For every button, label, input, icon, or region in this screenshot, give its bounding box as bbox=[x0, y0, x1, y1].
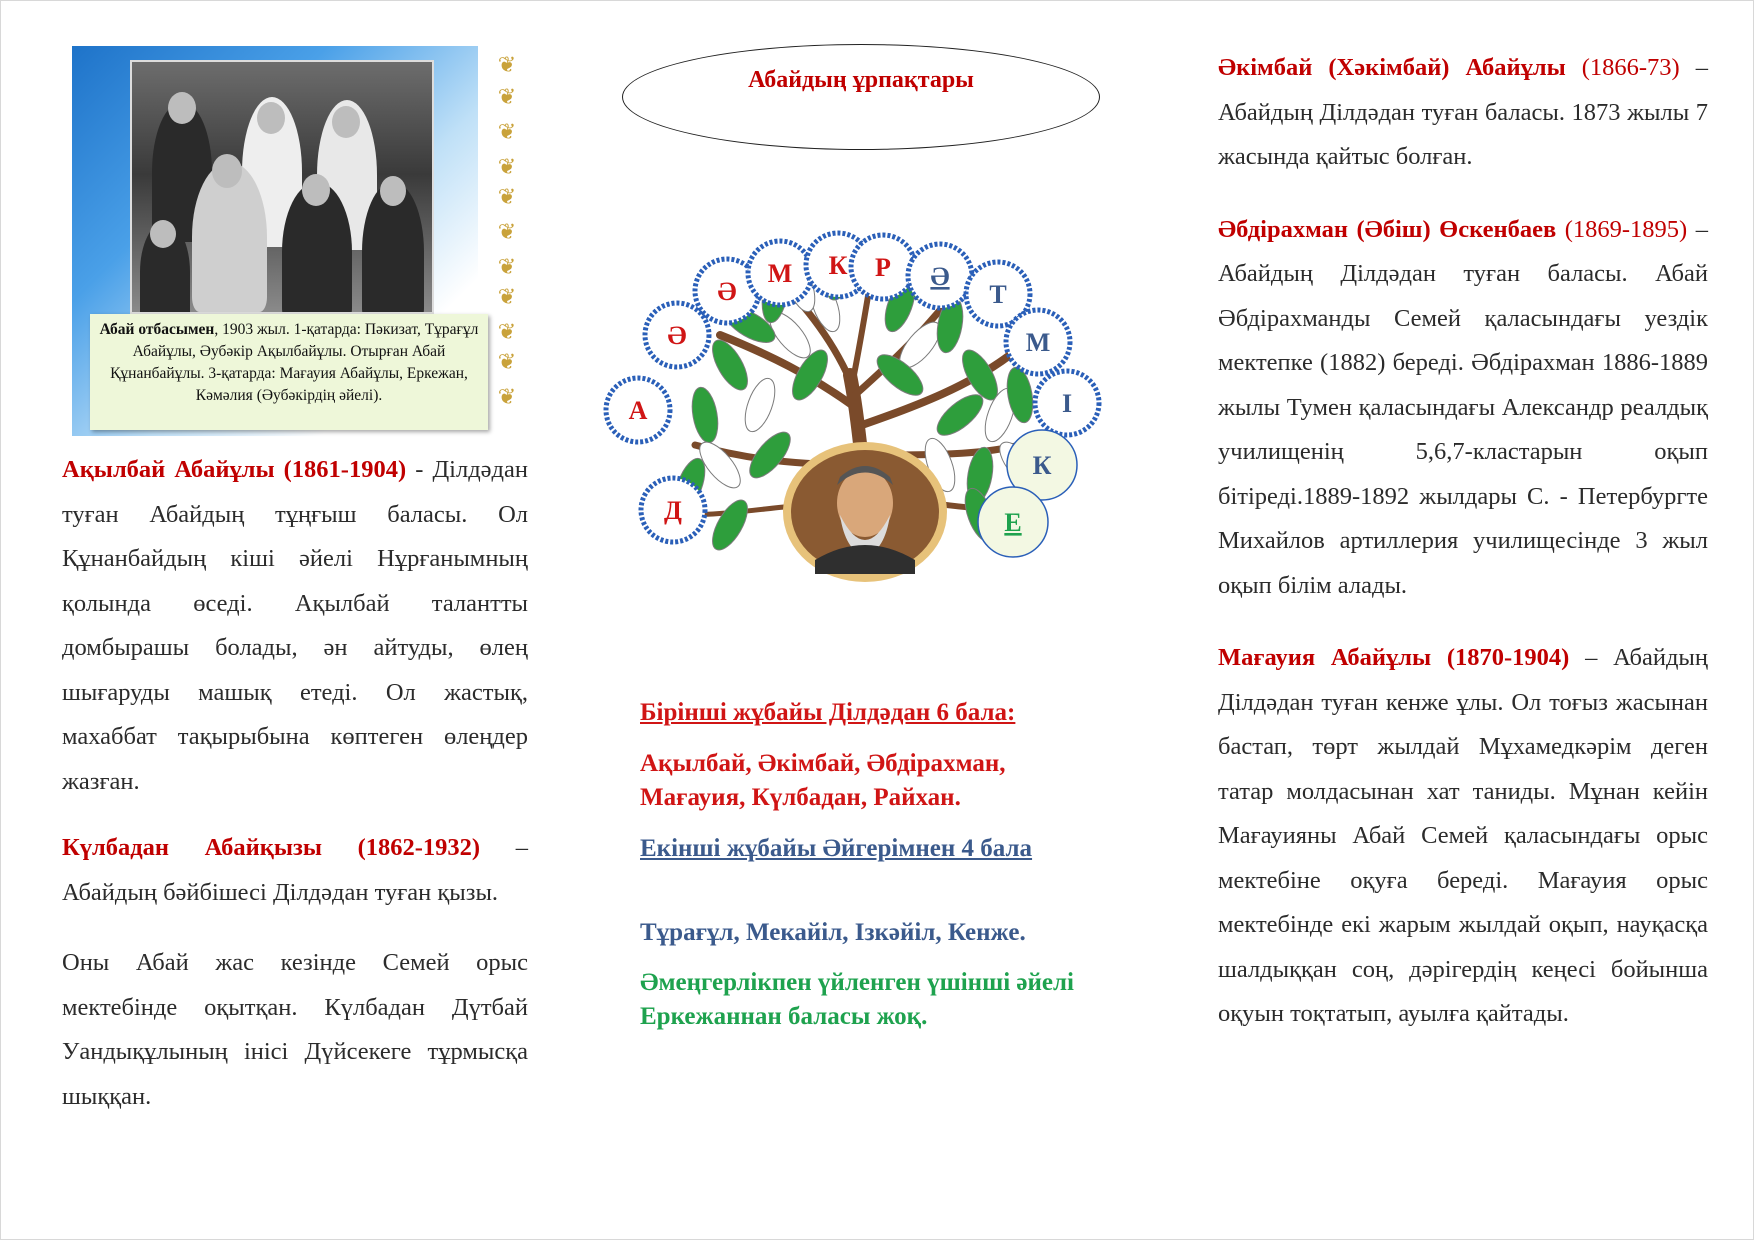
tree-letter-circle bbox=[1006, 310, 1070, 374]
tree-letter: І bbox=[1061, 389, 1073, 418]
ornament-border: ❦ ❦ ❦ ❦ ❦ ❦ ❦ ❦ ❦ ❦ ❦ bbox=[478, 46, 534, 436]
tree-letter: Р bbox=[875, 253, 891, 282]
abdirakhman-years: (1869-1895) bbox=[1556, 215, 1688, 243]
kulbadan-paragraph bbox=[62, 826, 528, 915]
caption-text: , 1903 жыл. 1-қатарда: Пәкизат, Тұрағұл Абайұлы, Әубәкір Ақылбайұлы. Отырған Абай Құнанбайұлы. 3-қатарда: Мағауия Абайұлы, Еркежан, Кәмәлия (Әубәкірдің әйелі). bbox=[110, 321, 479, 404]
tree-letter: Ә bbox=[930, 262, 950, 291]
right-text-column bbox=[1218, 46, 1708, 1037]
family-tree bbox=[600, 215, 1160, 600]
second-wife-heading-block bbox=[640, 832, 1100, 866]
magauia-heading: Мағауия Абайұлы (1870-1904) bbox=[1218, 644, 1570, 671]
abdirakhman-text: – Абайдың Ділдәдан туған баласы. Абай Әбдірахманды Семей қаласындағы уездік мектепке (1882) береді. Әбдірахман 1886-1889 жылы Тумен қаласындағы Александр реалдық училищенің 5,6,7-кластарын оқып бітіреді.1889-1892 жылдары С. - Петербургте Михайлов артиллерия училищесінде 3 жыл оқып білім алады. bbox=[1218, 215, 1708, 599]
kulbadan-text: – Абайдың бәйбішесі Ділдәдан туған қызы. bbox=[62, 834, 528, 906]
abdirakhman-heading: Әбдірахман (Әбіш) Өскенбаев bbox=[1218, 215, 1557, 243]
tree-letter-circle bbox=[641, 478, 705, 542]
akylbai-text: - Ділдәдан туған Абайдың тұңғыш баласы. Ол Құнанбайдың кіші әйелі Нұрғанымның қолында өседі. Ақылбай талантты домбырашы болады, ән айтуды, өлең шығаруды машық етеді. Ол жастық, махаббат тақырыбына көптеген өлеңдер жазған. bbox=[62, 456, 528, 795]
tree-letter: А bbox=[628, 396, 648, 425]
title-ellipse bbox=[622, 44, 1100, 150]
kulbadan-heading: Күлбадан Абайқызы (1862-1932) bbox=[62, 834, 481, 861]
first-wife-children: Ақылбай, Әкімбай, Әбдірахман, Мағауия, Күлбадан, Райхан. bbox=[640, 750, 1006, 811]
akylbai-heading: Ақылбай Абайұлы (1861-1904) bbox=[62, 456, 407, 483]
second-wife-children: Тұрағұл, Мекайіл, Ізкәйіл, Кенже. bbox=[640, 919, 1026, 946]
tree-letter: К bbox=[1032, 451, 1052, 480]
tree-letter: К bbox=[828, 251, 848, 280]
tree-letter: М bbox=[1025, 328, 1051, 357]
left-text-column bbox=[62, 448, 528, 1119]
page-title: Абайдың ұрпақтары bbox=[748, 67, 974, 93]
first-wife-heading: Бірінші жұбайы Ділдәдан 6 бала: bbox=[640, 699, 1016, 726]
tree-letter: М bbox=[767, 259, 793, 288]
akylbai-paragraph bbox=[62, 448, 528, 804]
tree-letter-circle bbox=[908, 244, 972, 308]
magauia-text: – Абайдың Ділдәдан туған кенже ұлы. Ол тоғыз жасынан бастап, төрт жылдай Мұхамедкәрім деген татар молдасынан хат таниды. Мұнан кейін Мағауияны Абай Семей қаласындағы орыс мектебіне оқуға береді. Мағауия орыс мектебінде екі жарым жылдай оқып, науқасқа шалдыққан соң, дәрігердің кеңесі бойынша оқуын тоқтатып, ауылға қайтады. bbox=[1218, 644, 1709, 1027]
tree-letter-circle bbox=[748, 241, 812, 305]
abdirakhman-paragraph bbox=[1218, 208, 1708, 609]
tree-letter: Ә bbox=[717, 277, 737, 306]
tree-letter: Д bbox=[664, 496, 682, 525]
third-wife-note: Әмеңгерлікпен үйленген үшінші әйелі Еркежаннан баласы жоқ. bbox=[640, 969, 1074, 1030]
tree-letter-circle bbox=[978, 487, 1048, 557]
family-photo-panel bbox=[72, 46, 534, 436]
abai-portrait bbox=[783, 442, 947, 582]
akimbai-paragraph bbox=[1218, 46, 1708, 180]
second-wife-heading: Екінші жұбайы Әйгерімнен 4 бала bbox=[640, 835, 1033, 862]
tree-letter-circle bbox=[851, 235, 915, 299]
tree-letter-circle bbox=[606, 378, 670, 442]
family-photo bbox=[130, 60, 434, 314]
photo-caption bbox=[90, 314, 488, 430]
tree-letter: Т bbox=[989, 280, 1007, 309]
magauia-paragraph bbox=[1218, 636, 1708, 1037]
kulbadan-paragraph-2 bbox=[62, 941, 528, 1119]
first-wife-heading-block bbox=[640, 696, 1100, 730]
tree-letter-circle bbox=[1035, 371, 1099, 435]
akimbai-heading: Әкімбай (Хәкімбай) Абайұлы bbox=[1218, 54, 1566, 81]
akimbai-text: – Абайдың Ділдәдан туған баласы. 1873 жылы 7 жасында қайтыс болған. bbox=[1218, 54, 1708, 170]
akimbai-years: (1866-73) bbox=[1565, 54, 1680, 81]
kulbadan-text-2: Оны Абай жас кезінде Семей орыс мектебінде оқытқан. Күлбадан Дүтбай Уандықұлының інісі Дүйсекеге тұрмысқа шыққан. bbox=[62, 949, 528, 1110]
tree-letter: Е bbox=[1004, 508, 1022, 537]
caption-bold: Абай отбасымен bbox=[99, 321, 215, 338]
tree-letter-circle bbox=[645, 303, 709, 367]
tree-letter: Ә bbox=[667, 321, 687, 350]
